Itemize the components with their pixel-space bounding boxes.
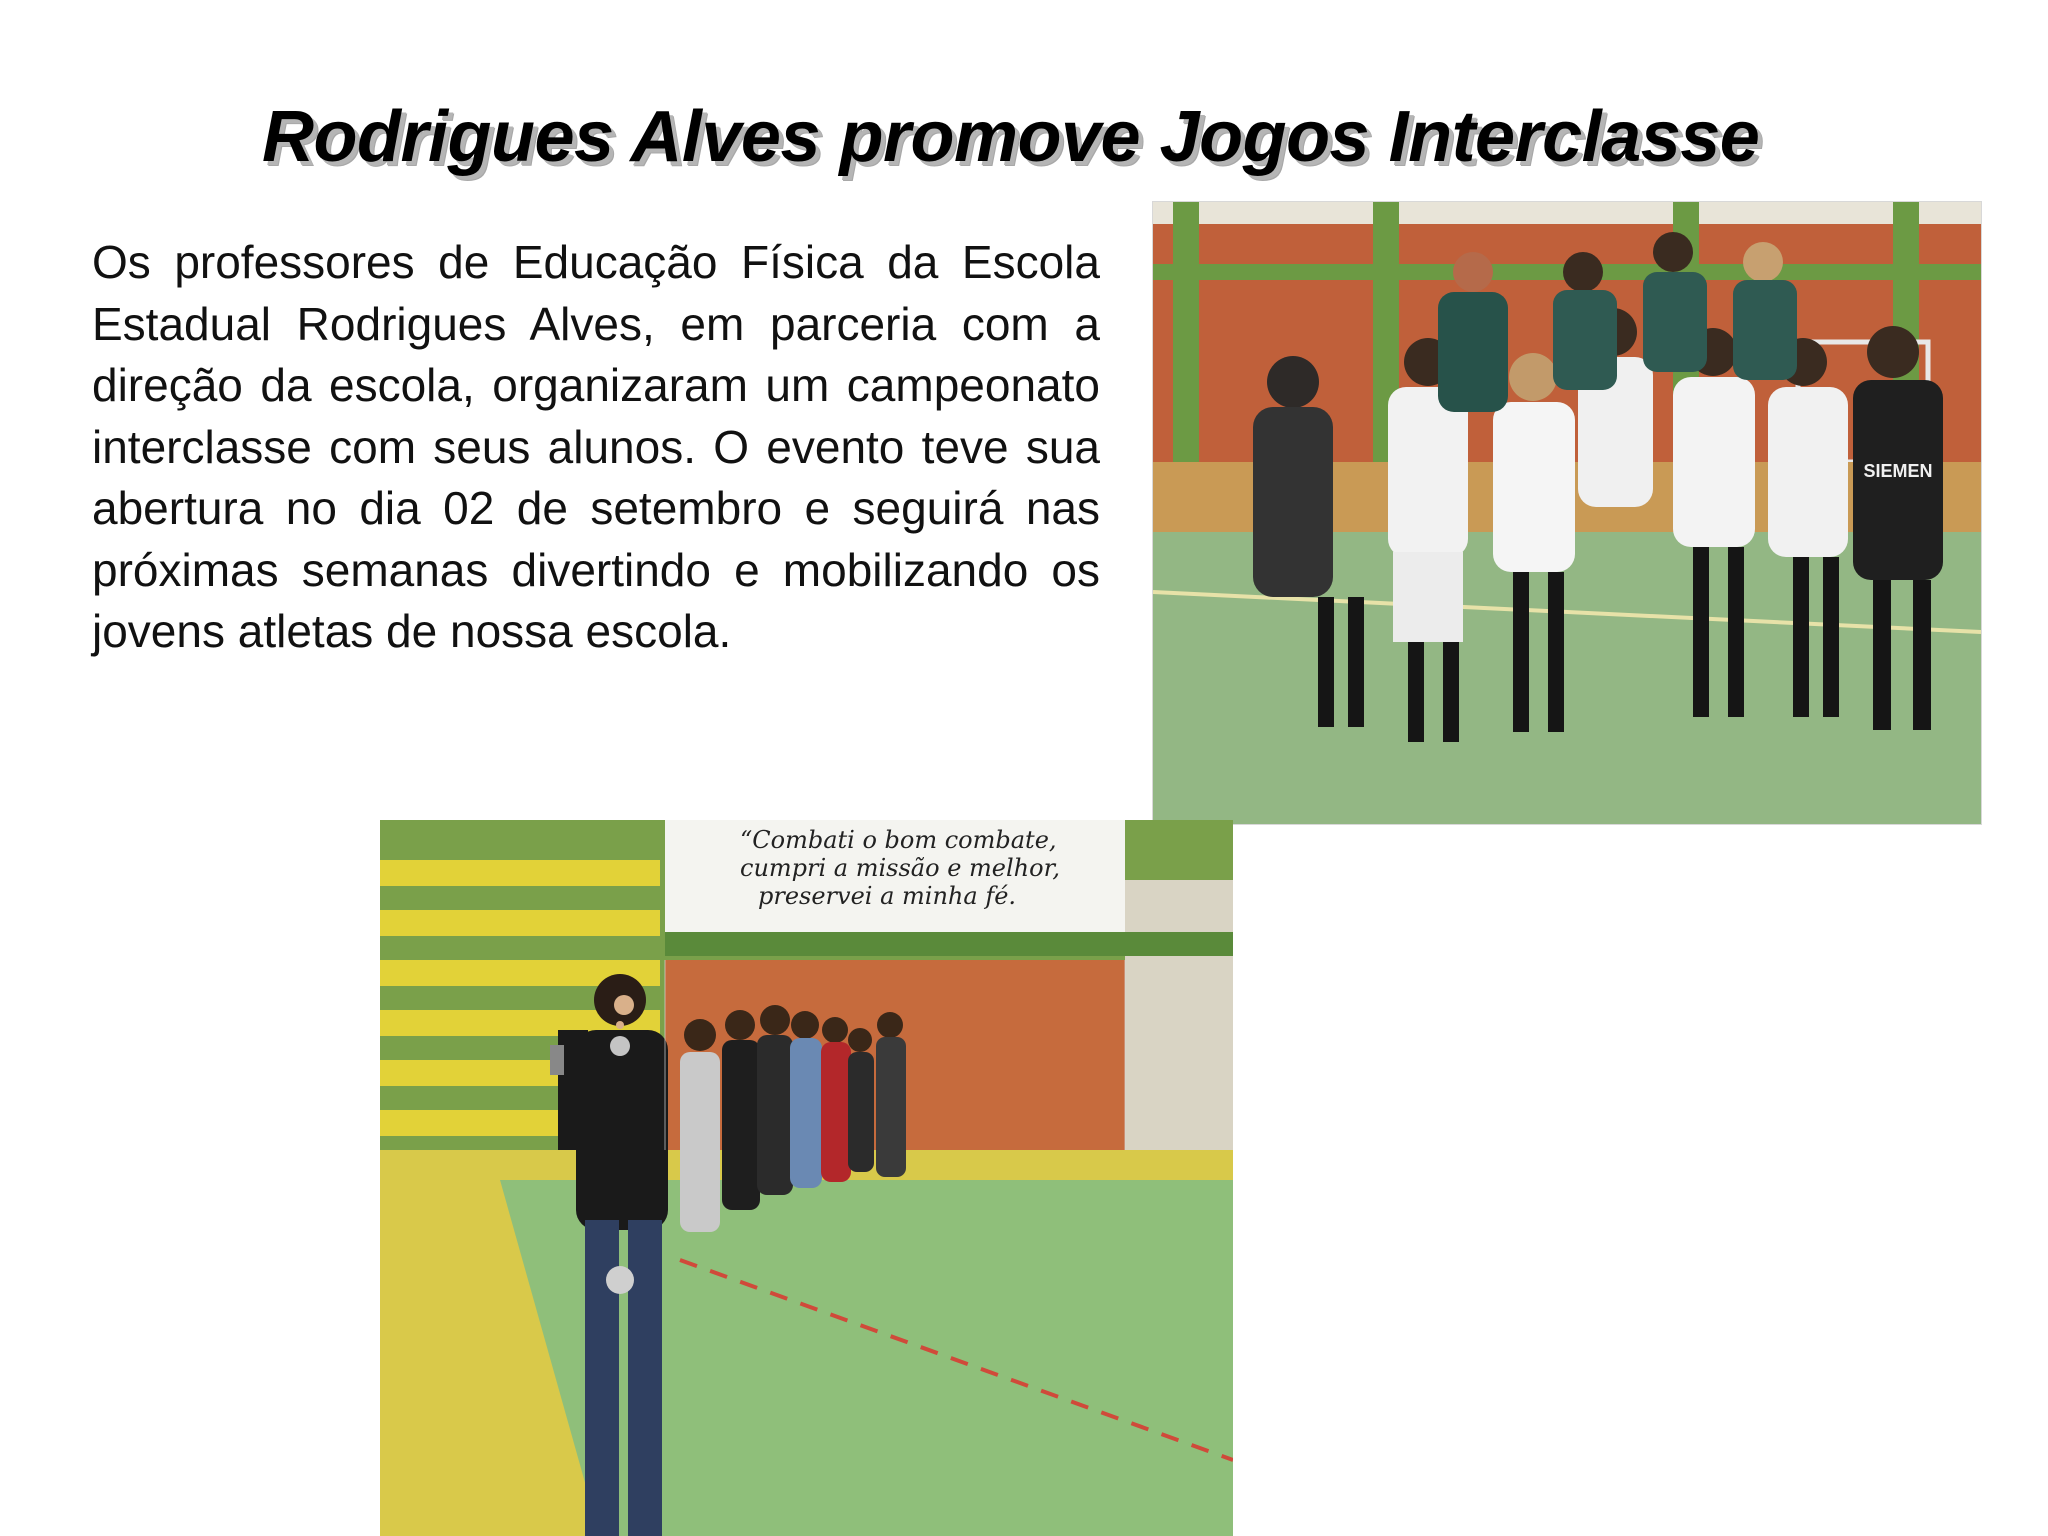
svg-text:cumpri a missão e melhor,: cumpri a missão e melhor, — [740, 854, 1061, 882]
team-photo — [1153, 202, 1981, 824]
wall-inscription — [740, 826, 1060, 910]
svg-text:“Combati o bom combate,: “Combati o bom combate, — [740, 826, 1057, 854]
slide-title: Rodrigues Alves promove Jogos Interclasse — [262, 97, 1760, 177]
body-paragraph: Os professores de Educação Física da Escola Estadual Rodrigues Alves, em parceria com a direção da escola, organizaram um campeonato interclasse com seus alunos. O evento teve sua abertura no dia 02 de setembro e seguirá nas próximas semanas divertindo e mobilizando os jovens atletas de nossa escola. — [92, 236, 1100, 657]
svg-text:preservei a minha fé.: preservei a minha fé. — [758, 882, 1017, 910]
jersey-text: SIEMEN — [1863, 461, 1933, 481]
ceremony-photo — [380, 820, 1233, 1536]
